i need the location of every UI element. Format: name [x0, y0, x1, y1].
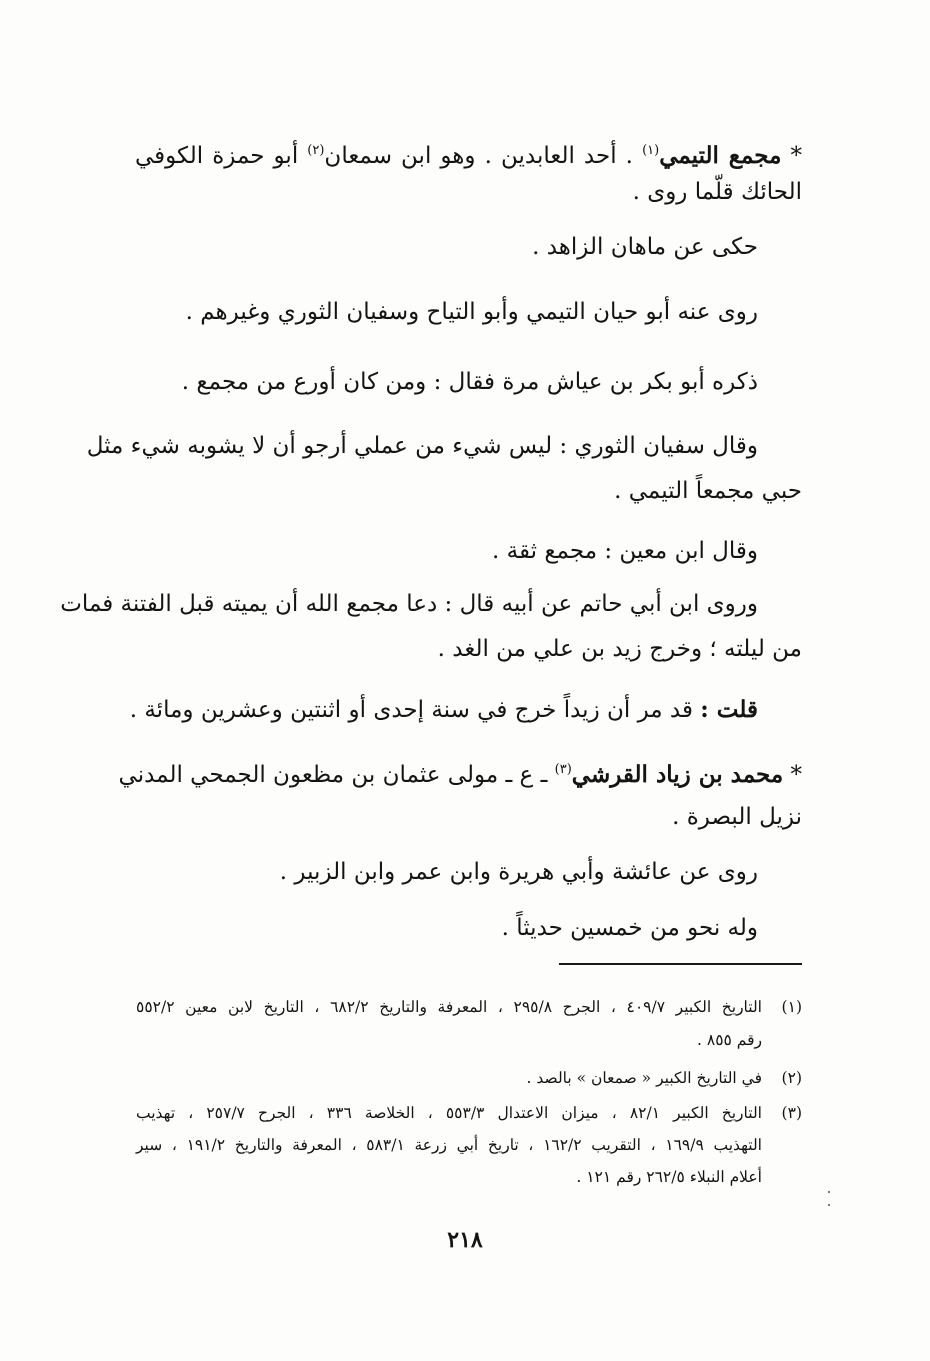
text-line: من ليلته ؛ وخرج زيد بن علي من الغد .	[437, 636, 802, 662]
footnote-line: التهذيب ١٦٩/٩ ، التقريب ١٦٢/٢ ، تاريخ أبي زرعة ٥٨٣/١ ، المعرفة والتاريخ ١٩١/٢ ، سير	[136, 1136, 762, 1154]
qultu-label: قلت :	[700, 696, 758, 723]
text-line: ذكره أبو بكر بن عياش مرة فقال : ومن كان أورع من مجمع .	[181, 369, 758, 395]
text-line: روى عنه أبو حيان التيمي وأبو التياح وسفيان الثوري وغيرهم .	[185, 299, 758, 325]
scan-speck	[828, 1191, 830, 1193]
text-line: وقال ابن معين : مجمع ثقة .	[492, 538, 758, 564]
footnote-ref[interactable]: (٣)	[554, 762, 572, 777]
entry-name: مجمع التيمي	[659, 142, 782, 169]
footnote-line: أعلام النبلاء ٢٦٢/٥ رقم ١٢١ .	[576, 1168, 762, 1186]
text-line: الحائك قلّما روى .	[632, 179, 802, 205]
page-number: ٢١٨	[447, 1227, 483, 1253]
footnote-divider	[559, 963, 802, 965]
footnote-number: (٣)	[781, 1104, 802, 1122]
footnote-ref[interactable]: (١)	[642, 143, 660, 158]
footnote-line: التاريخ الكبير ٨٢/١ ، ميزان الاعتدال ٥٥٣/٣ ، الخلاصة ٣٣٦ ، الجرح ٢٥٧/٧ ، تهذيب	[136, 1104, 762, 1122]
footnote-line: رقم ٨٥٥ .	[697, 1031, 762, 1049]
text-line: نزيل البصرة .	[672, 804, 802, 830]
text-line	[118, 755, 802, 795]
text-line: حكى عن ماهان الزاهد .	[532, 234, 758, 260]
text-line: وقال سفيان الثوري : ليس شيء من عملي أرجو أن لا يشوبه شيء مثل	[86, 433, 758, 459]
footnote-number: (١)	[781, 998, 802, 1016]
footnote-ref[interactable]: (٢)	[307, 143, 325, 158]
text-line: حبي مجمعاً التيمي .	[614, 478, 802, 504]
entry-text: قد مر أن زيداً خرج في سنة إحدى أو اثنتين وعشرين ومائة .	[129, 697, 701, 723]
text-line	[130, 690, 758, 730]
entry-name: محمد بن زياد القرشي	[571, 761, 784, 788]
text-line	[135, 136, 802, 176]
footnote-line: التاريخ الكبير ٤٠٩/٧ ، الجرح ٢٩٥/٨ ، المعرفة والتاريخ ٦٨٢/٢ ، التاريخ لابن معين ٥٥٢/٢	[136, 998, 762, 1016]
footnote-line: في التاريخ الكبير « صمعان » بالصد .	[526, 1069, 762, 1087]
footnote-number: (٢)	[781, 1069, 802, 1087]
entry-text: ـ ع ـ مولى عثمان بن مظعون الجمحي المدني	[118, 762, 555, 788]
text-line: وله نحو من خمسين حديثاً .	[501, 915, 758, 941]
text-line: روى عن عائشة وأبي هريرة وابن عمر وابن الزبير .	[279, 859, 758, 885]
text-line: وروى ابن أبي حاتم عن أبيه قال : دعا مجمع الله أن يميته قبل الفتنة فمات	[60, 591, 758, 617]
entry-star: *	[790, 143, 802, 169]
entry-text: أبو حمزة الكوفي	[135, 143, 308, 169]
scan-speck	[828, 1204, 830, 1206]
entry-star: *	[790, 762, 802, 788]
entry-text: . أحد العابدين . وهو ابن سمعان	[324, 143, 643, 169]
